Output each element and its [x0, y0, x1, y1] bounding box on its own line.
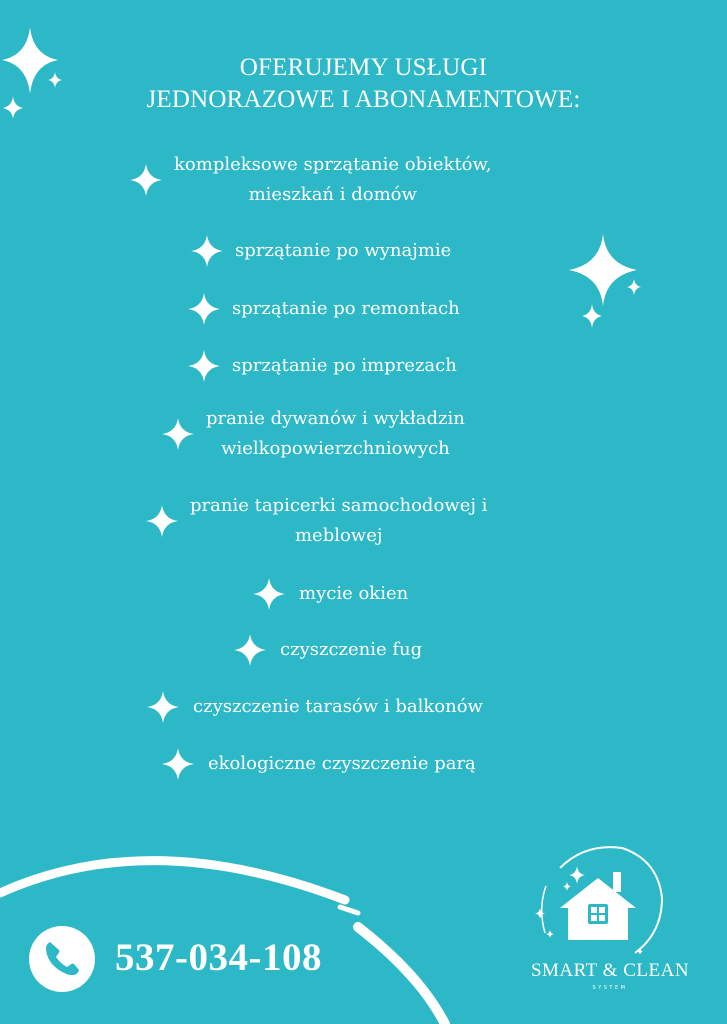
list-item-label: sprzątanie po wynajmie — [235, 240, 452, 261]
list-item — [160, 746, 476, 782]
list-item — [232, 632, 422, 668]
list-item-label: ekologiczne czyszczenie parą — [208, 753, 476, 774]
list-item — [160, 404, 465, 464]
sparkle-icon — [160, 746, 196, 782]
list-item-label: czyszczenie fug — [280, 639, 423, 660]
list-item — [251, 576, 408, 612]
sparkle-icon — [145, 689, 181, 725]
list-item-label: sprzątanie po imprezach — [232, 355, 457, 376]
sparkle-icon — [232, 632, 268, 668]
sparkle-icon — [144, 503, 180, 539]
list-item-label-2: wielkopowierzchniowych — [221, 438, 450, 459]
phone-icon — [28, 925, 96, 993]
house-sparkle-icon — [530, 838, 670, 963]
list-item — [189, 233, 451, 269]
sparkle-icon — [186, 291, 222, 327]
list-item — [186, 348, 457, 384]
list-item-label-2: meblowej — [294, 525, 383, 546]
list-item-label: pranie tapicerki samochodowej i — [190, 495, 488, 516]
list-item-label: kompleksowe sprzątanie obiektów, — [174, 154, 492, 175]
sparkle-icon — [186, 348, 222, 384]
list-item — [144, 491, 487, 551]
list-item-label: czyszczenie tarasów i balkonów — [193, 696, 483, 717]
list-item — [145, 689, 483, 725]
sparkle-icon — [128, 162, 164, 198]
sparkle-icon — [627, 279, 641, 295]
list-item-label-2: mieszkań i domów — [248, 184, 417, 205]
sparkle-icon — [189, 233, 225, 269]
sparkle-cluster-right — [565, 232, 650, 332]
sparkle-icon — [582, 304, 602, 328]
brand-subtitle: SYSTEM — [592, 985, 628, 991]
title-line-1: OFERUJEMY USŁUGI — [239, 54, 488, 81]
brand-name: SMART & CLEAN — [530, 960, 690, 981]
list-item — [186, 291, 460, 327]
sparkle-icon — [251, 576, 287, 612]
sparkle-icon — [569, 234, 637, 306]
list-item-label: pranie dywanów i wykładzin — [206, 408, 465, 429]
title-line-2: JEDNORAZOWE I ABONAMENTOWE: — [146, 86, 581, 113]
list-item-label: mycie okien — [299, 583, 409, 604]
list-item-label: sprzątanie po remontach — [232, 298, 460, 319]
phone-number[interactable]: 537-034-108 — [115, 936, 322, 979]
page-title — [0, 52, 727, 116]
list-item — [128, 150, 492, 210]
sparkle-icon — [160, 416, 196, 452]
